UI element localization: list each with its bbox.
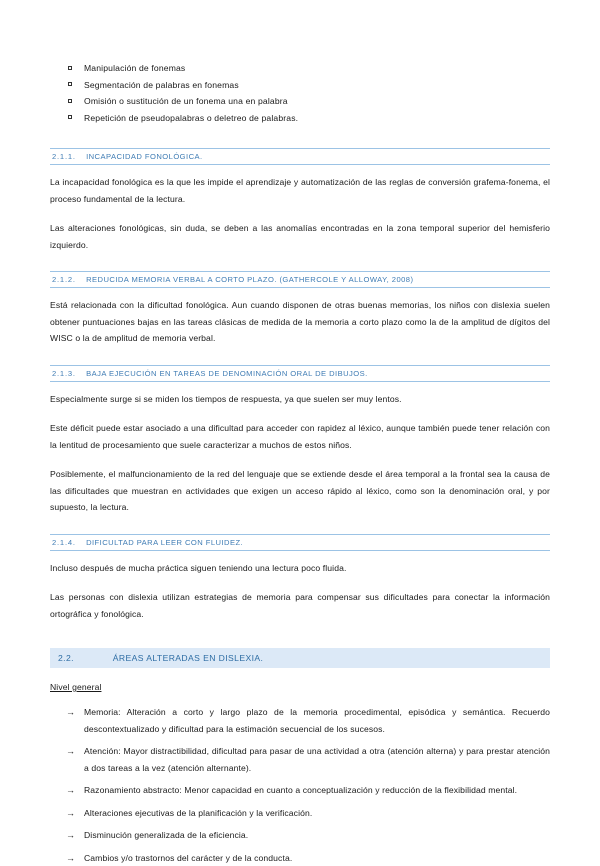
paragraph: Está relacionada con la dificultad fonológica. Aun cuando disponen de otras buenas memorias, los niños con dislexia suelen obtener puntuaciones bajas en las tareas clásicas de medida de la memoria a corto plazo como la de la amplitud de dígitos del WISC o la de amplitud de memoria verbal. [50,297,550,347]
section-title: ÁREAS ALTERADAS EN DISLEXIA. [113,653,264,663]
arrow-right-icon: → [66,782,75,799]
list-item-label: Razonamiento abstracto: Menor capacidad en cuanto a conceptualización y reducción de la flexibilidad mental. [84,785,517,795]
subsection-label: Nivel general [50,682,550,692]
square-hollow-icon [68,115,72,119]
list-item [50,704,550,737]
list-item-label: Alteraciones ejecutivas de la planificación y la verificación. [84,808,312,818]
section-heading-2-1-3 [50,365,550,382]
paragraph: Este déficit puede estar asociado a una dificultad para acceder con rapidez al léxico, aunque también puede tener relación con la lentitud de procesamiento que suele caracterizar a muchos de estos niños. [50,420,550,453]
arrow-right-icon: → [66,850,75,866]
arrow-right-icon: → [66,704,75,721]
list-item [50,782,550,799]
square-hollow-icon [68,99,72,103]
list-item [50,93,550,110]
section-heading-2-1-4 [50,534,550,551]
square-hollow-icon [68,82,72,86]
list-item-label: Disminución generalizada de la eficiencia. [84,830,248,840]
section-heading-2-1-1 [50,148,550,165]
section-number: 2.1.3. [52,369,76,378]
paragraph: Incluso después de mucha práctica siguen teniendo una lectura poco fluida. [50,560,550,577]
section-heading-2-2 [50,648,550,668]
section-number: 2.1.1. [52,152,76,161]
arrow-right-icon: → [66,827,75,844]
list-item-label: Manipulación de fonemas [84,63,185,73]
section-number: 2.1.4. [52,538,76,547]
paragraph: Especialmente surge si se miden los tiempos de respuesta, ya que suelen ser muy lentos. [50,391,550,408]
paragraph: La incapacidad fonológica es la que les impide el aprendizaje y automatización de las reglas de conversión grafema-fonema, el proceso fundamental de la lectura. [50,174,550,207]
list-item [50,60,550,77]
top-bullet-list [50,60,550,126]
list-item [50,805,550,822]
list-item [50,743,550,776]
paragraph: Las alteraciones fonológicas, sin duda, se deben a las anomalías encontradas en la zona temporal superior del hemisferio izquierdo. [50,220,550,253]
list-item-label: Omisión o sustitución de un fonema una en palabra [84,96,288,106]
section-number: 2.1.2. [52,275,76,284]
paragraph: Las personas con dislexia utilizan estrategias de memoria para compensar sus dificultades para conectar la información ortográfica y fonológica. [50,589,550,622]
section-number: 2.2. [58,653,110,663]
list-item-label: Memoria: Alteración a corto y largo plazo de la memoria procedimental, episódica y semántica. Recuerdo descontextualizado y dificultad para la estimación secuencial de los sucesos. [84,707,550,734]
list-item-label: Cambios y/o trastornos del carácter y de la conducta. [84,853,292,863]
list-item [50,110,550,127]
list-item-label: Atención: Mayor distractibilidad, dificultad para pasar de una actividad a otra (atención alterna) y para prestar atención a dos tareas a la vez (atención alternante). [84,746,550,773]
arrow-bullet-list [50,704,550,866]
list-item [50,850,550,866]
list-item [50,827,550,844]
paragraph: Posiblemente, el malfuncionamiento de la red del lenguaje que se extiende desde el área temporal a la frontal sea la causa de las dificultades que muestran en actividades que exigen un acceso rápido al léxico, como son la denominación oral, y por supuesto, la lectura. [50,466,550,516]
arrow-right-icon: → [66,743,75,760]
list-item-label: Segmentación de palabras en fonemas [84,80,239,90]
section-title: BAJA EJECUCIÓN EN TAREAS DE DENOMINACIÓN ORAL DE DIBUJOS. [86,369,368,378]
section-heading-2-1-2 [50,271,550,288]
section-title: INCAPACIDAD FONOLÓGICA. [86,152,203,161]
section-title: REDUCIDA MEMORIA VERBAL A CORTO PLAZO. (GATHERCOLE Y ALLOWAY, 2008) [86,275,413,284]
arrow-right-icon: → [66,805,75,822]
square-hollow-icon [68,66,72,70]
list-item-label: Repetición de pseudopalabras o deletreo de palabras. [84,113,298,123]
list-item [50,77,550,94]
section-title: DIFICULTAD PARA LEER CON FLUIDEZ. [86,538,243,547]
